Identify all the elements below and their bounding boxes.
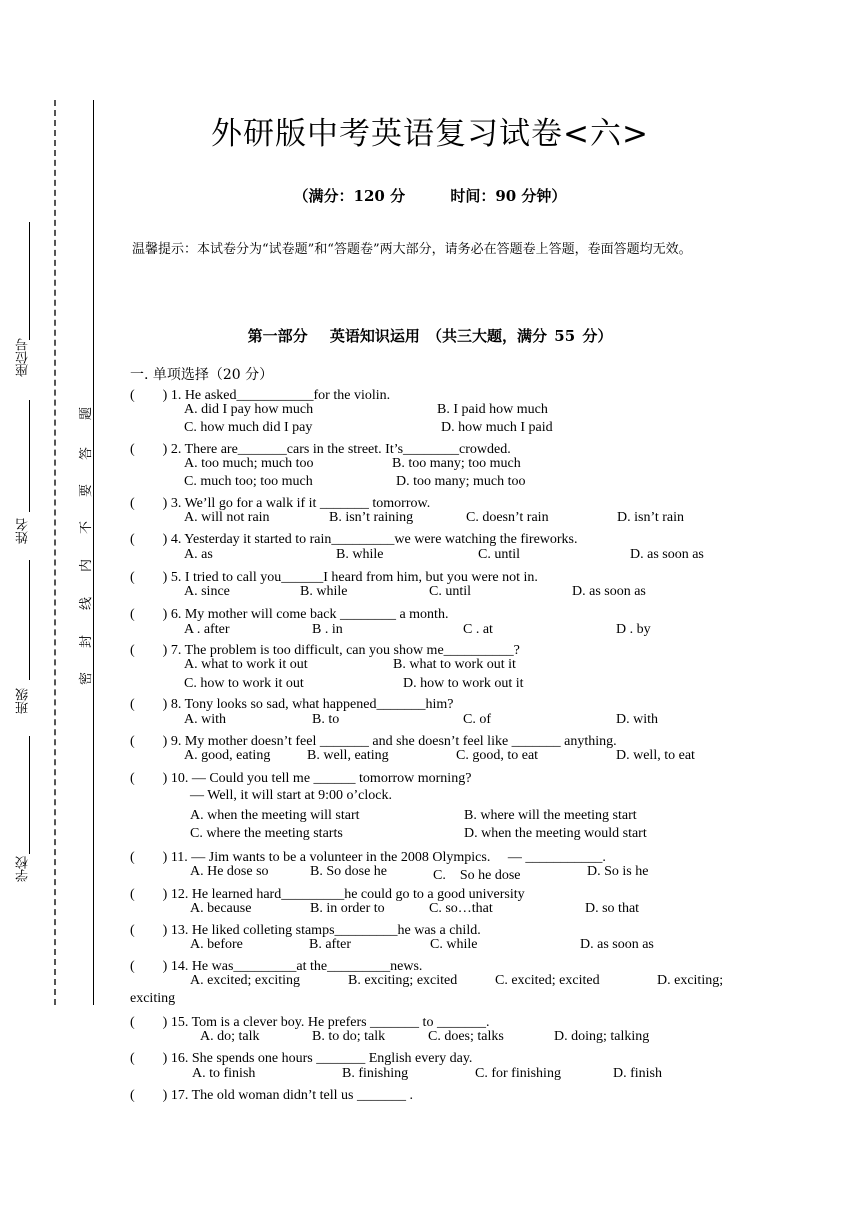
option: B. where will the meeting start xyxy=(464,808,637,823)
option: A. before xyxy=(190,937,243,952)
option: C. how to work it out xyxy=(184,676,304,691)
section-title: 一. 单项选择（20 分） xyxy=(130,367,274,383)
question-7: ( ) 7. The problem is too difficult, can you show me__________? xyxy=(130,643,520,658)
option: B. while xyxy=(336,547,384,562)
name-label: 姓名 xyxy=(16,518,31,544)
option: B. well, eating xyxy=(307,748,389,763)
option: B. to xyxy=(312,712,340,727)
question-16: ( ) 16. She spends one hours _______ English every day. xyxy=(130,1051,473,1066)
notice xyxy=(132,241,732,258)
question-9: ( ) 9. My mother doesn’t feel _______ and she doesn’t feel like _______ anything. xyxy=(130,734,617,749)
option: A. do; talk xyxy=(200,1029,260,1044)
school-underline xyxy=(29,736,30,854)
option: B. in order to xyxy=(310,901,385,916)
seal-char: 封 xyxy=(79,634,95,649)
option: C. until xyxy=(478,547,521,562)
question-13: ( ) 13. He liked colleting stamps_________he was a child. xyxy=(130,923,481,938)
page-title: 外研版中考英语复习试卷<六> xyxy=(211,116,649,152)
option: A. when the meeting will start xyxy=(190,808,360,823)
seal-char: 题 xyxy=(79,406,95,421)
option: C. excited; excited xyxy=(495,973,600,988)
question-4: ( ) 4. Yesterday it started to rain_________we were watching the fireworks. xyxy=(130,532,578,547)
option: C. where the meeting starts xyxy=(190,826,343,841)
question-10: ( ) 10. — Could you tell me ______ tomorrow morning? xyxy=(130,771,472,786)
school-label: 学校 xyxy=(16,856,31,882)
class-underline xyxy=(29,560,30,680)
option: D. as soon as xyxy=(630,547,704,562)
question-3: ( ) 3. We’ll go for a walk if it _______ tomorrow. xyxy=(130,496,431,511)
seal-char: 内 xyxy=(79,558,95,573)
option: B. what to work out it xyxy=(393,657,516,672)
seal-char: 不 xyxy=(79,520,95,535)
class-label: 班级 xyxy=(16,688,31,714)
option: D. finish xyxy=(613,1066,662,1081)
option: A. excited; exciting xyxy=(190,973,301,988)
option: D. with xyxy=(616,712,658,727)
question-6: ( ) 6. My mother will come back ________ a month. xyxy=(130,607,449,622)
option: A. since xyxy=(184,584,230,599)
option: B. exciting; excited xyxy=(348,973,458,988)
option: C. while xyxy=(430,937,478,952)
question-11: ( ) 11. — Jim wants to be a volunteer in the 2008 Olympics. — ___________. xyxy=(130,850,606,865)
seat-underline xyxy=(29,222,30,340)
question-1: ( ) 1. He asked___________for the violin. xyxy=(130,388,391,403)
question-2: ( ) 2. There are_______cars in the street. It’s________crowded. xyxy=(130,442,511,457)
option: C. So he dose xyxy=(433,868,521,883)
notice-label: 温馨提示： xyxy=(132,242,198,257)
notice-text: 本试卷分为“试卷题”和“答题卷”两大部分，请务必在答题卷上答题，卷面答题均无效。 xyxy=(197,242,692,257)
option: A. He dose so xyxy=(190,864,269,879)
option: D. how much I paid xyxy=(441,420,553,435)
option: C. good, to eat xyxy=(456,748,539,763)
time-limit: 时间：90 分钟） xyxy=(450,187,567,205)
option: C. until xyxy=(429,584,472,599)
seal-char: 密 xyxy=(79,671,95,686)
option: B. I paid how much xyxy=(437,402,548,417)
option: A. as xyxy=(184,547,213,562)
binding-solid-line xyxy=(93,100,94,1005)
question-17: ( ) 17. The old woman didn’t tell us _______ . xyxy=(130,1088,413,1103)
option: D. as soon as xyxy=(572,584,646,599)
seal-char: 答 xyxy=(79,446,95,461)
option-wrap: exciting xyxy=(130,991,176,1006)
option: A. did I pay how much xyxy=(184,402,314,417)
option: A. will not rain xyxy=(184,510,270,525)
option: D. doing; talking xyxy=(554,1029,650,1044)
option: B. to do; talk xyxy=(312,1029,386,1044)
option: C. so…that xyxy=(429,901,493,916)
option: A . after xyxy=(184,622,230,637)
option: B . in xyxy=(312,622,343,637)
option: B. isn’t raining xyxy=(329,510,414,525)
option: B. while xyxy=(300,584,348,599)
option: A. what to work it out xyxy=(184,657,308,672)
option: B. So dose he xyxy=(310,864,387,879)
option: C. doesn’t rain xyxy=(466,510,549,525)
option: B. too many; too much xyxy=(392,456,521,471)
option: A. because xyxy=(190,901,252,916)
option: D. too many; much too xyxy=(396,474,526,489)
question-14: ( ) 14. He was_________at the_________news. xyxy=(130,959,423,974)
seal-char: 线 xyxy=(79,596,95,611)
option: D. isn’t rain xyxy=(617,510,685,525)
binding-dashed-line xyxy=(54,100,56,1005)
option: C . at xyxy=(463,622,493,637)
option: C. how much did I pay xyxy=(184,420,313,435)
option: A. with xyxy=(184,712,226,727)
option: D. how to work out it xyxy=(403,676,524,691)
seat-label: 座位号 xyxy=(16,338,31,377)
option: A. good, eating xyxy=(184,748,271,763)
question-15: ( ) 15. Tom is a clever boy. He prefers _______ to _______. xyxy=(130,1015,490,1030)
option: A. too much; much too xyxy=(184,456,314,471)
score-info xyxy=(0,185,860,206)
option: A. to finish xyxy=(192,1066,256,1081)
option: C. of xyxy=(463,712,491,727)
option: D. when the meeting would start xyxy=(464,826,647,841)
question-8: ( ) 8. Tony looks so sad, what happened_______him? xyxy=(130,697,454,712)
option: C. much too; too much xyxy=(184,474,313,489)
option: D. So is he xyxy=(587,864,649,879)
option: D. as soon as xyxy=(580,937,654,952)
question-5: ( ) 5. I tried to call you______I heard from him, but you were not in. xyxy=(130,570,538,585)
option: C. for finishing xyxy=(475,1066,561,1081)
question-10-reply: — Well, it will start at 9:00 o’clock. xyxy=(190,788,392,803)
option: B. finishing xyxy=(342,1066,409,1081)
option: D . by xyxy=(616,622,651,637)
question-12: ( ) 12. He learned hard_________he could go to a good university xyxy=(130,887,525,902)
full-score: （满分：120 分 xyxy=(293,187,406,205)
seal-char: 要 xyxy=(79,483,95,498)
name-underline xyxy=(29,400,30,512)
option: D. well, to eat xyxy=(616,748,695,763)
part-heading: 第一部分 英语知识运用 （共三大题，满分 55 分） xyxy=(247,327,613,345)
option: C. does; talks xyxy=(428,1029,504,1044)
option: D. exciting; xyxy=(657,973,724,988)
option: B. after xyxy=(309,937,351,952)
option: D. so that xyxy=(585,901,640,916)
